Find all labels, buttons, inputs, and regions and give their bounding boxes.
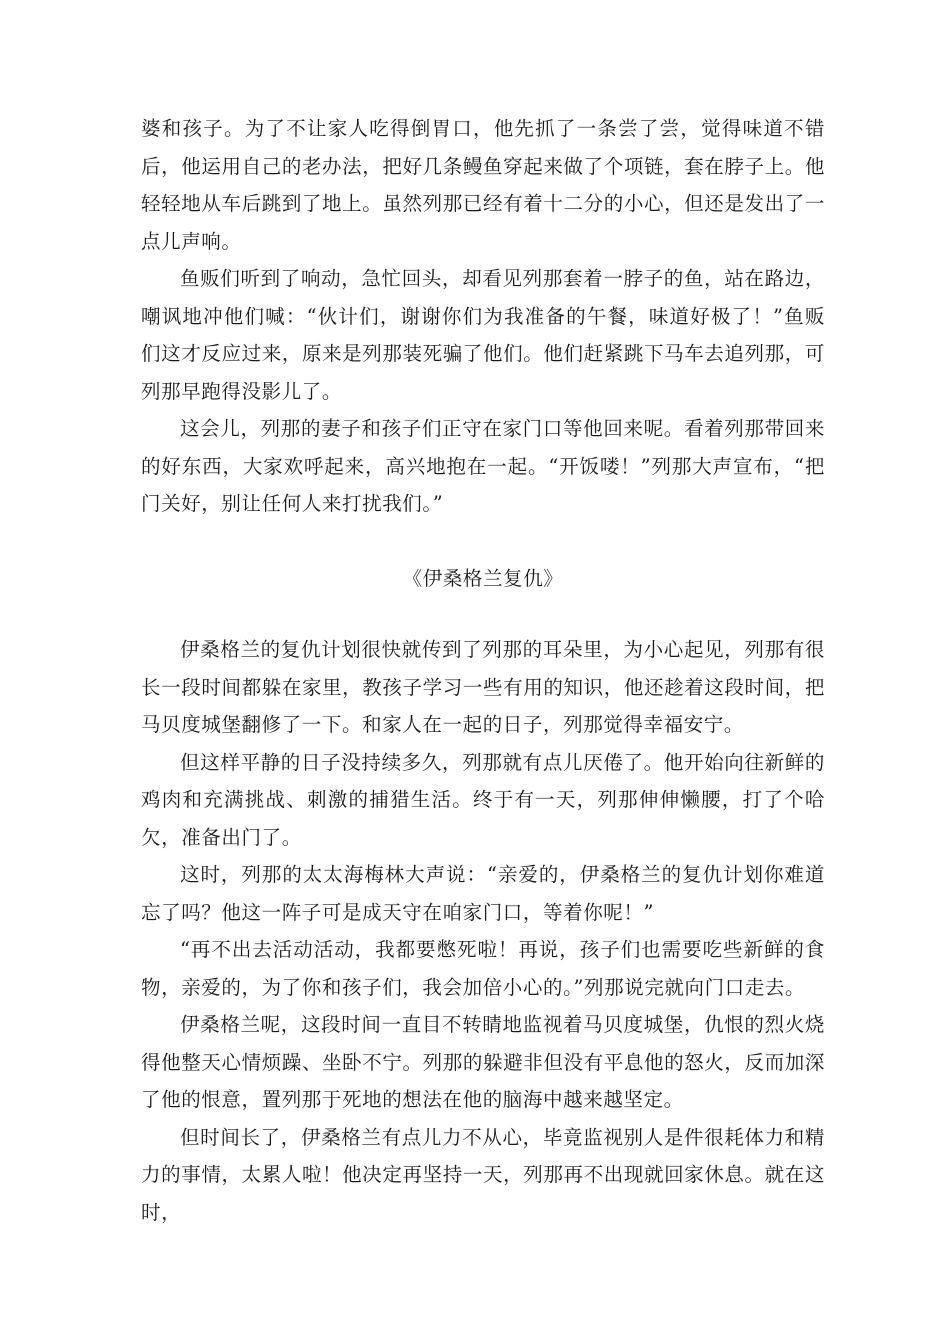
paragraph-renart-reply: “再不出去活动活动，我都要憋死啦！再说，孩子们也需要吃些新鲜的食物，亲爱的，为了你和孩子们，我会加倍小心的。”列那说完就向门口走去。	[141, 938, 825, 999]
paragraph-fish-sellers: 鱼贩们听到了响动，急忙回头，却看见列那套着一脖子的鱼，站在路边，嘲讽地冲他们喊：“伙计们，谢谢你们为我准备的午餐，味道好极了！”鱼贩们这才反应过来，原来是列那装死骗了他们。他们赶紧跳下马车去追列那，可列那早跑得没影儿了。	[141, 267, 825, 403]
story-part-two	[141, 631, 825, 1231]
paragraph-revenge-plan: 伊桑格兰的复仇计划很快就传到了列那的耳朵里，为小心起见，列那有很长一段时间都躲在家里，教孩子学习一些有用的知识，他还趁着这段时间，把马贝度城堡翻修了一下。和家人在一起的日子，列那觉得幸福安宁。	[141, 638, 825, 736]
paragraph-continuation: 婆和孩子。为了不让家人吃得倒胃口，他先抓了一条尝了尝，觉得味道不错后，他运用自己的老办法，把好几条鳗鱼穿起来做了个项链，套在脖子上。他轻轻地从车后跳到了地上。虽然列那已经有着十二分的小心，但还是发出了一点儿声响。	[141, 117, 825, 253]
paragraph-isengrin-watching: 伊桑格兰呢，这段时间一直目不转睛地监视着马贝度城堡，仇恨的烈火烧得他整天心情烦躁、坐卧不宁。列那的躲避非但没有平息他的怒火，反而加深了他的恨意，置列那于死地的想法在他的脑海中越来越坚定。	[141, 1013, 825, 1111]
story-part-one	[141, 110, 825, 523]
paragraph-bored: 但这样平静的日子没持续多久，列那就有点儿厌倦了。他开始向往新鲜的鸡肉和充满挑战、刺激的捕猎生活。终于有一天，列那伸伸懒腰，打了个哈欠，准备出门了。	[141, 750, 825, 849]
paragraph-isengrin-tired: 但时间长了，伊桑格兰有点儿力不从心，毕竟监视别人是件很耗体力和精力的事情，太累人啦！他决定再坚持一天，列那再不出现就回家休息。就在这时，	[141, 1125, 825, 1224]
paragraph-wife-warning: 这时，列那的太太海梅林大声说：“亲爱的，伊桑格兰的复仇计划你难道忘了吗？他这一阵子可是成天守在咱家门口，等着你呢！”	[141, 863, 825, 924]
paragraph-family-home: 这会儿，列那的妻子和孩子们正守在家门口等他回来呢。看着列那带回来的好东西，大家欢呼起来，高兴地抱在一起。“开饭喽！”列那大声宣布，“把门关好，别让任何人来打扰我们。”	[141, 417, 825, 515]
chapter-title: 《伊桑格兰复仇》	[402, 567, 564, 590]
